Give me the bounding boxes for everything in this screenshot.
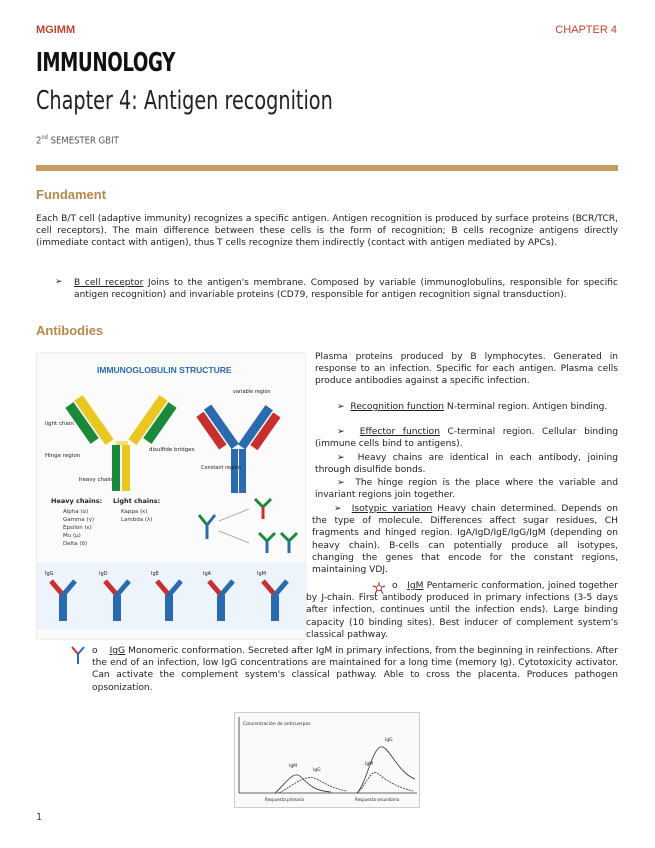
isotype-label: IgD — [99, 571, 108, 577]
effector-bullet — [315, 426, 618, 450]
document-title: IMMUNOLOGY — [36, 48, 175, 78]
igg-monomer-icon — [70, 645, 86, 665]
bullet-circle: o — [392, 581, 398, 591]
isotype-label: IgG — [45, 571, 54, 577]
bcr-bullet — [74, 277, 618, 301]
series-label: IgM — [365, 762, 374, 767]
light-chains-heading: Light chains: — [113, 497, 161, 505]
recognition-bullet — [315, 401, 618, 413]
heavy-chain-text: Heavy chains are identical in each antibody, joining through disulfide bonds. — [315, 453, 618, 476]
igm-text: Pentameric conformation, joined together by J-chain. First antibody produced in primary infections (3-5 days after infection, continues until the infection ends). Large binding capacity (10 binding sites). Best inducer of complement system's classical pathway. — [306, 581, 618, 640]
igg-item — [92, 645, 618, 694]
antibody-y-colored — [196, 404, 280, 493]
curve-primary-igm — [275, 775, 331, 793]
semester-rest: SEMESTER GBIT — [50, 135, 119, 147]
antibodies-intro: Plasma proteins produced by B lymphocytes. Generated in response to an infection. Specific for each antigen. Plasma cells produce antibodies against a specific infection. — [315, 352, 618, 387]
title-divider — [36, 165, 618, 171]
label-light-chain: light chain — [45, 421, 74, 427]
graph-primary-label: Respuesta primaria — [265, 797, 304, 802]
light-chain-item: Kappa (κ) — [121, 509, 148, 515]
bcr-term: B cell receptor — [74, 278, 144, 288]
bullet-arrow-icon: ➢ — [337, 453, 345, 463]
heavy-chain-item: Gamma (γ) — [63, 517, 95, 523]
bullet-arrow-icon: ➢ — [337, 427, 345, 437]
igm-term: IgM — [407, 581, 424, 591]
isotype-label: IgA — [203, 571, 212, 577]
curve-primary-igg — [279, 778, 347, 793]
graph-secondary-label: Respuesta secundaria — [355, 797, 400, 802]
recognition-term: Recognition function — [350, 402, 445, 412]
graph-ylabel: Concentración de anticuerpos — [243, 722, 311, 727]
immunoglobulin-diagram — [37, 353, 307, 641]
bullet-arrow-icon: ➢ — [334, 504, 342, 514]
header-right: CHAPTER 4 — [555, 24, 617, 36]
recognition-text: N-terminal region. Antigen binding. — [444, 402, 608, 412]
heavy-chain-item: Alpha (α) — [63, 509, 89, 515]
document-subtitle: Chapter 4: Antigen recognition — [36, 86, 333, 116]
immunoglobulin-structure-figure — [36, 352, 306, 640]
bcr-text: Joins to the antigen's membrane. Composed by variable (immunoglobulins, responsible for specific antigen recognition) and invariable proteins (CD79, responsible for antigen recognition signal transduction). — [74, 278, 618, 301]
heavy-chain-item: Delta (δ) — [63, 541, 88, 547]
bullet-arrow-icon: ➢ — [55, 277, 63, 287]
heavy-chain-item: Mu (μ) — [63, 533, 81, 539]
isotype-row — [37, 563, 307, 629]
label-disulfide: disulfide bridges — [149, 447, 195, 453]
isotypic-bullet — [312, 503, 618, 576]
label-hinge-region: Hinge region — [45, 453, 81, 459]
light-chain-item: Lambda (λ) — [121, 517, 153, 523]
class-switch-diagram — [199, 499, 297, 553]
curve-secondary-igg — [357, 747, 415, 793]
series-label: IgG — [313, 768, 321, 773]
semester-label — [36, 134, 119, 146]
label-constant: Constant region — [201, 465, 241, 471]
bullet-arrow-icon: ➢ — [337, 402, 345, 412]
series-label: IgM — [289, 764, 298, 769]
isotype-label: IgM — [257, 571, 266, 577]
section-heading-fundament: Fundament — [36, 187, 107, 202]
curve-secondary-igm — [357, 772, 413, 793]
igg-term: IgG — [109, 646, 126, 656]
bullet-circle: o — [92, 646, 98, 656]
response-graph-svg — [235, 713, 421, 809]
isotypic-text: Heavy chain determined. Depends on the type of molecule. Differences affect sugar residues, CH fragments and hinged region. IgA/IgD/IgE/IgG/IgM (depending on heavy chain). B-cells can potentially produce all isotypes, changing the genes that encode for the constant regions, maintaining VDJ. — [312, 504, 618, 576]
label-heavy-chain: heavy chain — [79, 477, 113, 483]
semester-number: 2 — [36, 135, 42, 147]
hinge-bullet — [315, 477, 618, 501]
header-left: MGIMM — [36, 24, 76, 36]
page-number: 1 — [36, 812, 43, 823]
heavy-chains-heading: Heavy chains: — [51, 497, 103, 505]
antibody-response-graph — [234, 712, 420, 808]
heavy-chain-item: Epsilon (ε) — [63, 525, 92, 531]
bullet-arrow-icon: ➢ — [337, 478, 345, 488]
series-label: IgG — [385, 738, 393, 743]
isotype-label: IgE — [151, 571, 159, 577]
figure-title: IMMUNOGLOBULIN STRUCTURE — [97, 365, 232, 375]
isotypic-term: Isotypic variation — [351, 504, 433, 514]
effector-term: Effector function — [359, 427, 440, 437]
igm-item — [306, 580, 618, 641]
hinge-text: The hinge region is the place where the variable and invariant regions join together. — [315, 478, 618, 501]
label-variable: variable region — [233, 389, 271, 395]
fundament-paragraph: Each B/T cell (adaptive immunity) recognizes a specific antigen. Antigen recognition is produced by surface proteins (BCR/TCR, cell receptors). The main difference between these cells is the form of recognition; B cells recognize antigens directly (immediate contact with antigen), thus T cells recognize them indirectly (contact with antigen mediated by APCs). — [36, 214, 618, 249]
heavy-chain-bullet — [315, 452, 618, 476]
igg-text: Monomeric conformation. Secreted after IgM in primary infections, from the beginning in reinfections. After the end of an infection, low IgG concentrations are maintained for a long time (memory Ig). Cytotoxicity activator. Can activate the complement system's classical pathway. Able to cross the placenta. Produces pathogen opsonization. — [92, 646, 618, 693]
semester-suffix: nd — [41, 134, 48, 141]
section-heading-antibodies: Antibodies — [36, 323, 104, 338]
effector-text: C-terminal region. Cellular binding (immune cells bind to antigens). — [315, 427, 619, 450]
